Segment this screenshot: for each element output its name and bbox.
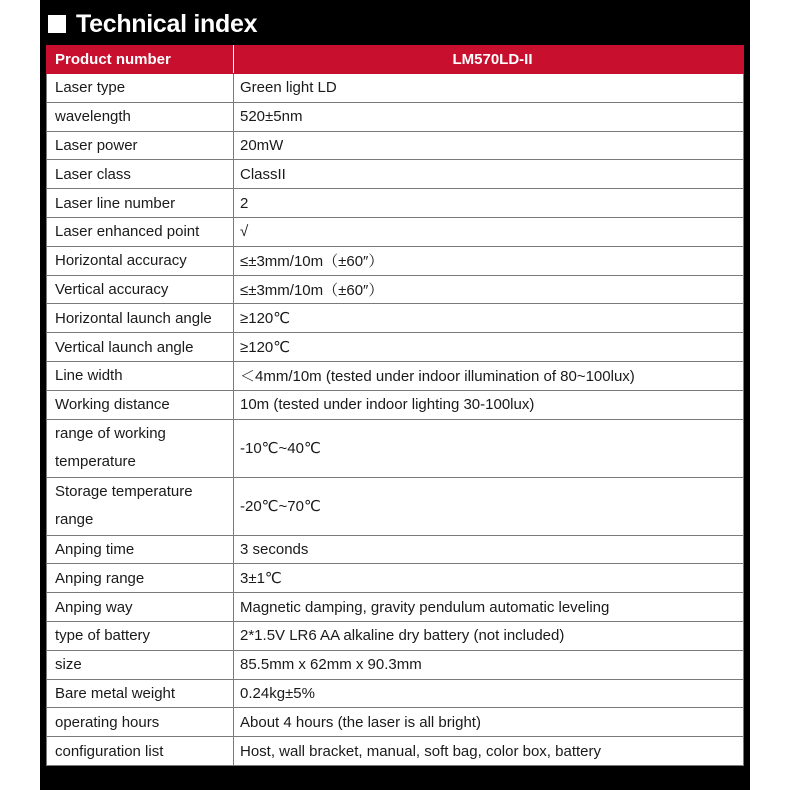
row-label: Storage temperature range xyxy=(47,477,234,535)
row-value: 20mW xyxy=(234,131,744,160)
row-label: Anping time xyxy=(47,535,234,564)
row-value: 3±1℃ xyxy=(234,564,744,593)
table-header-row xyxy=(47,46,744,74)
table-row xyxy=(47,160,744,189)
row-value: ≥120℃ xyxy=(234,333,744,362)
table-row xyxy=(47,131,744,160)
row-label: Anping way xyxy=(47,593,234,622)
row-value: 85.5mm x 62mm x 90.3mm xyxy=(234,650,744,679)
square-bullet-icon xyxy=(48,15,66,33)
table-row xyxy=(47,564,744,593)
row-label: Line width xyxy=(47,361,234,390)
row-label: Bare metal weight xyxy=(47,679,234,708)
section-header xyxy=(48,6,257,42)
row-value: √ xyxy=(234,217,744,246)
row-value: -20℃~70℃ xyxy=(234,477,744,535)
row-value: ClassII xyxy=(234,160,744,189)
row-label: Working distance xyxy=(47,390,234,419)
table-row xyxy=(47,708,744,737)
row-value: 0.24kg±5% xyxy=(234,679,744,708)
row-label: Laser line number xyxy=(47,189,234,218)
table-row xyxy=(47,304,744,333)
row-value: 10m (tested under indoor lighting 30-100lux) xyxy=(234,390,744,419)
table-row xyxy=(47,737,744,766)
table-row xyxy=(47,679,744,708)
row-value: 2*1.5V LR6 AA alkaline dry battery (not included) xyxy=(234,621,744,650)
row-value: 3 seconds xyxy=(234,535,744,564)
table-row xyxy=(47,189,744,218)
table-row xyxy=(47,477,744,535)
spec-table xyxy=(46,45,744,766)
row-value: Magnetic damping, gravity pendulum automatic leveling xyxy=(234,593,744,622)
row-value: ＜4mm/10m (tested under indoor illumination of 80~100lux) xyxy=(234,361,744,390)
table-row xyxy=(47,650,744,679)
header-value: LM570LD-II xyxy=(234,46,744,74)
row-value: ≤±3mm/10m（±60″） xyxy=(234,275,744,304)
row-label: Vertical launch angle xyxy=(47,333,234,362)
row-label: Anping range xyxy=(47,564,234,593)
table-row xyxy=(47,246,744,275)
row-label: operating hours xyxy=(47,708,234,737)
row-label: size xyxy=(47,650,234,679)
table-row xyxy=(47,390,744,419)
table-row xyxy=(47,593,744,622)
row-label: Horizontal launch angle xyxy=(47,304,234,333)
row-label: range of working temperature xyxy=(47,419,234,477)
table-row xyxy=(47,621,744,650)
table-row xyxy=(47,102,744,131)
section-title: Technical index xyxy=(76,9,258,38)
table-row xyxy=(47,535,744,564)
row-value: About 4 hours (the laser is all bright) xyxy=(234,708,744,737)
table-row xyxy=(47,361,744,390)
row-label: configuration list xyxy=(47,737,234,766)
header-label: Product number xyxy=(47,46,234,74)
table-row xyxy=(47,419,744,477)
table-row xyxy=(47,333,744,362)
row-value: 2 xyxy=(234,189,744,218)
row-value: 520±5nm xyxy=(234,102,744,131)
row-label: type of battery xyxy=(47,621,234,650)
row-value: Host, wall bracket, manual, soft bag, color box, battery xyxy=(234,737,744,766)
row-label: wavelength xyxy=(47,102,234,131)
table-row xyxy=(47,74,744,103)
table-row xyxy=(47,217,744,246)
row-value: Green light LD xyxy=(234,74,744,103)
table-row xyxy=(47,275,744,304)
row-value: ≤±3mm/10m（±60″） xyxy=(234,246,744,275)
row-label: Laser enhanced point xyxy=(47,217,234,246)
row-label: Vertical accuracy xyxy=(47,275,234,304)
row-label: Horizontal accuracy xyxy=(47,246,234,275)
row-label: Laser power xyxy=(47,131,234,160)
row-label: Laser type xyxy=(47,74,234,103)
row-value: -10℃~40℃ xyxy=(234,419,744,477)
row-label: Laser class xyxy=(47,160,234,189)
row-value: ≥120℃ xyxy=(234,304,744,333)
